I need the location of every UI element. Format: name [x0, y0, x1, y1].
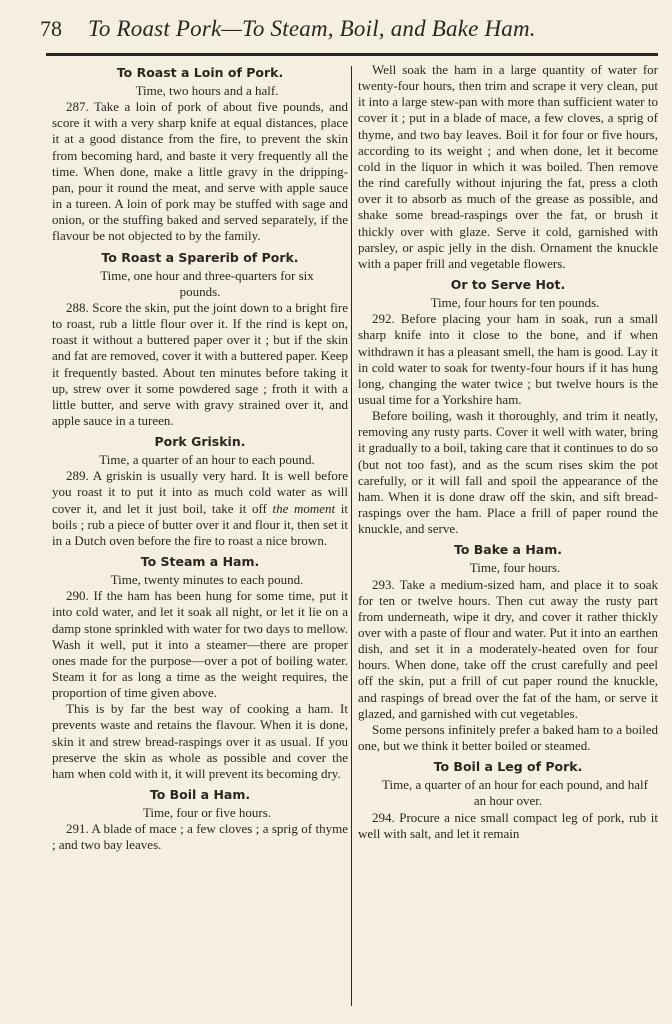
recipe-heading: To Boil a Leg of Pork.	[433, 759, 583, 775]
recipe-heading: To Roast a Loin of Pork.	[116, 65, 284, 80]
page-header	[40, 16, 652, 50]
recipe-timing: Time, four or five hours.	[142, 805, 272, 821]
recipe-timing: Time, a quarter of an hour for each pound, and half an hour over.	[382, 777, 648, 809]
recipe-timing: Time, twenty minutes to each pound.	[110, 572, 304, 588]
recipe-timing: Time, one hour and three-quarters for six pounds.	[100, 267, 314, 299]
recipe-timing: Time, four hours.	[469, 560, 561, 576]
running-title: To Roast Pork—To Steam, Boil, and Bake Ham.	[88, 16, 536, 41]
recipe-body: 293. Take a medium-sized ham, and place it to soak for ten or twelve hours. Then cut away the rusty part from underneath, wipe it dry, and cover it rather thickly over with a paste of flour and water. Put it into an earthen dish, and set it in a moderately-heated oven for four hours. When done, take off the crust carefully and peel off the skin, put a frill of cut paper round the knuckle, and raspings of bread over the fat of the ham, or serve it glazed, and garnished with cut vegetables.	[358, 576, 658, 721]
recipe-body-continued: Well soak the ham in a large quantity of water for twenty-four hours, then trim and scrape it very clean, put it into a large stew-pan with more than sufficient water to cover it ; put in a blade of mace, a few cloves, a sprig of thyme, and two bay leaves. Boil it for four or five hours, according to its weight ; and when done, let it become cold in the liquor in which it was boiled. Then remove the rind carefully without injuring the fat, press a cloth over it to absorb as much of the grease as possible, and shake some bread-raspings over the fat, or brush it thickly over with glaze. Serve it cold, garnished with parsley, or aspic jelly in the dish. Ornament the knuckle with a paper frill and vegetable flowers.	[358, 62, 658, 271]
left-column	[52, 62, 348, 854]
recipe-serve-hot	[358, 276, 658, 537]
recipe-boil-ham	[52, 786, 348, 853]
recipe-heading: Or to Serve Hot.	[450, 277, 566, 293]
page-number: 78	[40, 16, 62, 41]
recipe-roast-sparerib	[52, 249, 348, 430]
recipe-roast-loin-of-pork	[52, 64, 348, 245]
recipe-body: 294. Procure a nice small compact leg of pork, rub it well with salt, and let it remain	[358, 809, 658, 841]
recipe-body: 287. Take a loin of pork of about five pounds, and score it with a very sharp knife at equal distances, place it at a good distance from the fire, to prevent the skin from becoming hard, and baste it very frequently all the time. When done, make a little gravy in the dripping-pan, pour it round the meat, and serve with apple sauce in a tureen. A loin of pork may be stuffed with sage and onion, or the stuffing baked and served separately, if the flavour be not objected to by the family.	[52, 99, 348, 244]
recipe-heading: To Boil a Ham.	[149, 787, 251, 803]
recipe-timing: Time, four hours for ten pounds.	[430, 295, 600, 311]
recipe-heading: To Steam a Ham.	[140, 554, 260, 570]
column-divider	[351, 66, 352, 1006]
recipe-body: 290. If the ham has been hung for some time, put it into cold water, and let it soak all night, or let it lie on a damp stone sprinkled with water for two days to mellow. Wash it well, put it into a steamer—there are proper ones made for the purpose—over a pot of boiling water. Steam it for as long a time as the weight requires, the proportion of time given above.	[52, 588, 348, 701]
recipe-heading: To Bake a Ham.	[453, 542, 563, 558]
recipe-body-continued: This is by far the best way of cooking a ham. It prevents waste and retains the flavour. When it is done, skin it and strew bread-raspings over it as usual. If you preserve the skin as whole as possible and cover the ham when cold with it, it will prevent its becoming dry.	[52, 701, 348, 781]
recipe-body-continued: Some persons infinitely prefer a baked ham to a boiled one, but we think it better boiled or steamed.	[358, 721, 658, 754]
recipe-body-part: it boils ; rub a piece of butter over it and flour it, then set it in a Dutch oven before the fire to roast a nice brown.	[52, 500, 348, 548]
recipe-body-continued: Before boiling, wash it thoroughly, and trim it neatly, removing any rusty parts. Cover it well with water, bring it gradually to a boil, taking care that it continues to do so (but not too fast), and as the scum rises skim the pot carefully, or it will fall and spoil the appearance of the ham. When it is done draw off the skin, and sift bread-raspings over the ham. Place a frill of paper round the knuckle, and serve.	[358, 408, 659, 537]
recipe-bake-ham	[358, 541, 658, 754]
recipe-timing: Time, a quarter of an hour to each pound.	[99, 452, 315, 468]
recipe-steam-ham	[52, 553, 348, 782]
recipe-heading: To Roast a Sparerib of Pork.	[101, 249, 299, 265]
recipe-timing: Time, two hours and a half.	[135, 83, 279, 98]
right-column	[358, 62, 658, 842]
recipe-body: 291. A blade of mace ; a few cloves ; a sprig of thyme ; and two bay leaves.	[52, 821, 348, 853]
recipe-pork-griskin	[52, 433, 348, 549]
header-rule	[46, 53, 658, 56]
recipe-body: 288. Score the skin, put the joint down to a bright fire to roast, rub a little flour over it. If the rind is kept on, roast it without a buttered paper over it ; but if the skin and fat are removed, cover it with a buttered paper. Keep it frequently basted. About ten minutes before taking it up, strew over it some powdered sage ; froth it with a little butter, and serve with gravy strained over it, and apple sauce in a tureen.	[52, 299, 348, 428]
recipe-body	[52, 468, 348, 549]
recipe-boil-leg-of-pork	[358, 758, 658, 842]
recipe-body-part: 289. A griskin is usually very hard. It is well before you roast it to put it into as much cold water as will cover it, and let it just boil, take it off	[52, 468, 348, 516]
recipe-body: 292. Before placing your ham in soak, run a small sharp knife into it close to the bone, and if when withdrawn it has a pleasant smell, the ham is good. Lay it in cold water to soak for twenty-four hours if it has hung long, changing the water twice ; but twelve hours is the usual time for a Yorkshire ham.	[358, 311, 658, 407]
recipe-body-emphasis: the moment	[272, 500, 336, 516]
recipe-heading: Pork Griskin.	[154, 434, 246, 450]
